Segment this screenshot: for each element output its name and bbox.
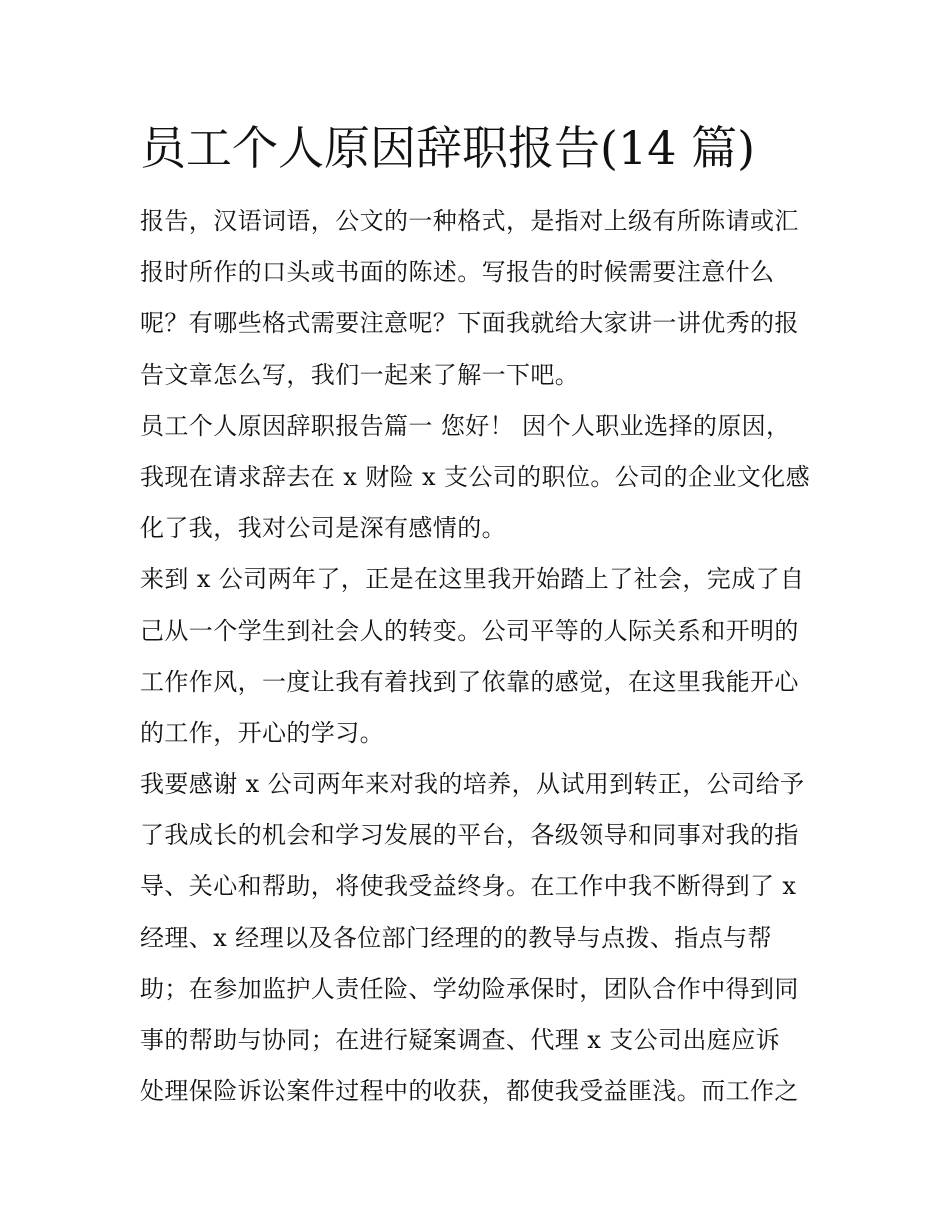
text-line: 事的帮助与协同；在进行疑案调查、代理 x 支公司出庭应诉 xyxy=(140,1026,780,1054)
text-line: 呢？有哪些格式需要注意呢？下面我就给大家讲一讲优秀的报 xyxy=(140,309,799,338)
paragraph-letter-opening xyxy=(140,401,820,555)
text-line: 我要感谢 x 公司两年来对我的培养，从试用到转正，公司给予 xyxy=(140,770,805,799)
text-line: 报时所作的口头或书面的陈述。写报告的时候需要注意什么 xyxy=(140,258,775,287)
text-line: 报告，汉语词语，公文的一种格式，是指对上级有所陈请或汇 xyxy=(140,207,799,235)
text-line: 己从一个学生到社会人的转变。公司平等的人际关系和开明的 xyxy=(140,616,799,645)
text-line: 化了我，我对公司是深有感情的。 xyxy=(140,514,506,543)
paragraph-two-years xyxy=(140,554,820,759)
text-line: 处理保险诉讼案件过程中的收获，都使我受益匪浅。而工作之 xyxy=(140,1077,799,1106)
text-line: 助；在参加监护人责任险、学幼险承保时，团队合作中得到同 xyxy=(140,974,799,1003)
paragraph-intro xyxy=(140,196,820,401)
text-line: 导、关心和帮助，将使我受益终身。在工作中我不断得到了 x xyxy=(140,872,797,901)
text-line: 员工个人原因辞职报告篇一 您好！ 因个人职业选择的原因， xyxy=(140,411,791,440)
document-body xyxy=(140,196,820,1117)
document-title: 员工个人原因辞职报告(14 篇) xyxy=(140,121,756,175)
text-line: 我现在请求辞去在 x 财险 x 支公司的职位。公司的企业文化感 xyxy=(140,462,810,491)
text-line: 经理、x 经理以及各位部门经理的的教导与点拨、指点与帮 xyxy=(140,923,772,952)
text-line: 告文章怎么写，我们一起来了解一下吧。 xyxy=(140,360,580,389)
text-line: 来到 x 公司两年了，正是在这里我开始踏上了社会，完成了自 xyxy=(140,565,805,594)
text-line: 了我成长的机会和学习发展的平台，各级领导和同事对我的指 xyxy=(140,821,799,850)
paragraph-gratitude xyxy=(140,759,820,1117)
text-line: 工作作风，一度让我有着找到了依靠的感觉，在这里我能开心 xyxy=(140,667,799,696)
text-line: 的工作，开心的学习。 xyxy=(140,718,384,747)
